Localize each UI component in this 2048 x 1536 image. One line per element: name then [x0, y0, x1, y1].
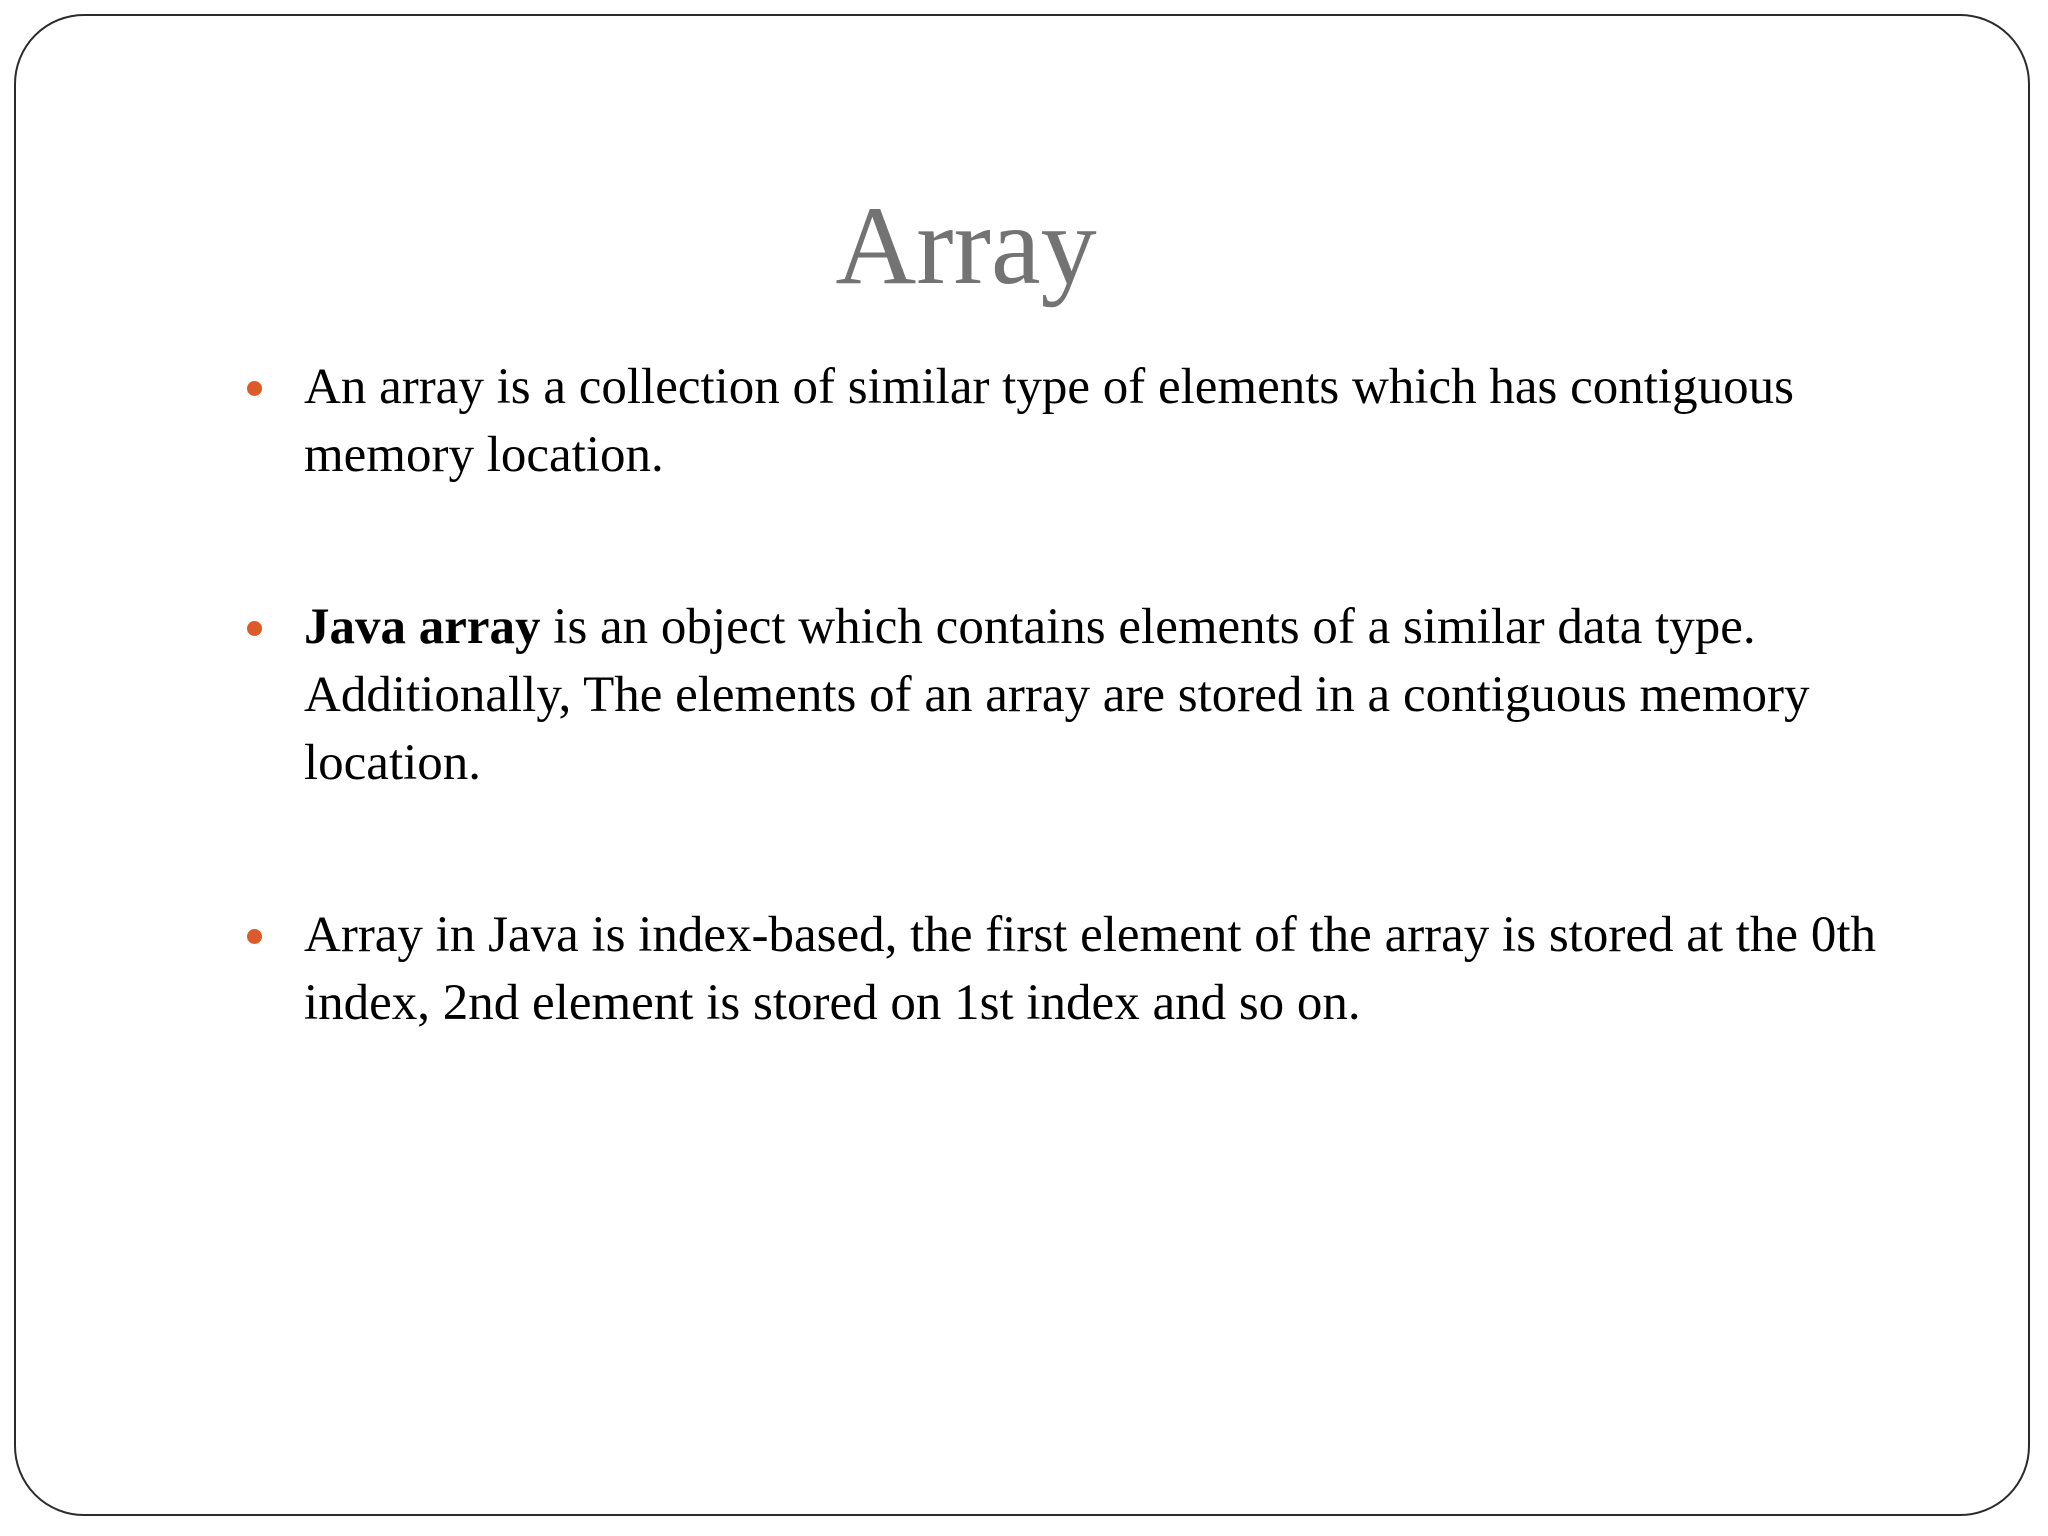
bullet-text: An array is a collection of similar type of elements which has contiguous memory location. [304, 359, 1794, 483]
bullet-item [236, 593, 1956, 797]
bullet-list [236, 353, 1956, 1037]
bullet-bold-term: Java array [304, 599, 541, 655]
bullet-dot-icon [247, 929, 262, 944]
slide-frame [14, 14, 2030, 1516]
bullet-dot-icon [247, 621, 262, 636]
bullet-text: is an object which contains elements of a similar data type. Additionally, The elements of an array are stored in a contiguous memory location. [304, 599, 1810, 791]
bullet-item [236, 901, 1956, 1037]
bullet-item [236, 353, 1956, 489]
bullet-dot-icon [247, 381, 262, 396]
bullet-text: Array in Java is index-based, the first element of the array is stored at the 0th index, 2nd element is stored on 1st index and so on. [304, 907, 1876, 1031]
slide-title: Array [835, 184, 1097, 308]
